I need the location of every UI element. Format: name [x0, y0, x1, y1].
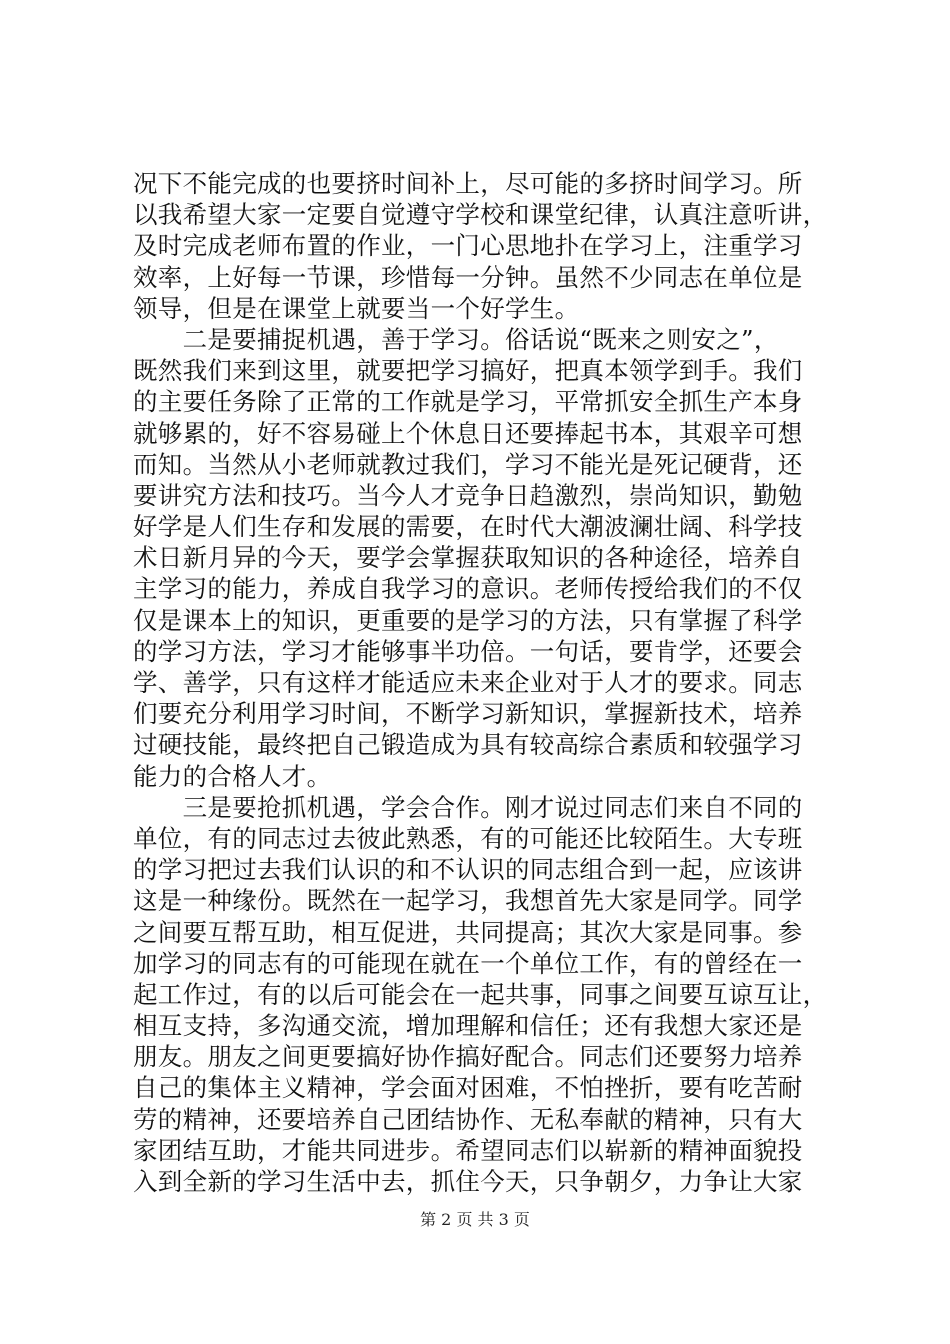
- text-line: 劳的精神，还要培养自己团结协作、无私奉献的精神，只有大: [133, 1104, 803, 1134]
- text-line: 的学习把过去我们认识的和不认识的同志组合到一起，应该讲: [133, 855, 803, 885]
- text-line: 术日新月异的今天，要学会掌握获取知识的各种途径，培养自: [133, 543, 803, 573]
- text-line: 单位，有的同志过去彼此熟悉，有的可能还比较陌生。大专班: [133, 823, 803, 853]
- text-line: 自己的集体主义精神，学会面对困难，不怕挫折，要有吃苦耐: [133, 1073, 803, 1103]
- text-line: 起工作过，有的以后可能会在一起共事，同事之间要互谅互让，: [133, 979, 828, 1009]
- text-line: 的学习方法，学习才能够事半功倍。一句话，要肯学，还要会: [133, 636, 803, 666]
- text-line: 好学是人们生存和发展的需要，在时代大潮波澜壮阔、科学技: [133, 512, 803, 542]
- text-line: 相互支持，多沟通交流，增加理解和信任；还有我想大家还是: [133, 1011, 803, 1041]
- text-line: 能力的合格人才。: [133, 761, 332, 791]
- document-body: [133, 168, 833, 1197]
- text-line: 既然我们来到这里，就要把学习搞好，把真本领学到手。我们: [133, 356, 803, 386]
- text-line: 的主要任务除了正常的工作就是学习，平常抓安全抓生产本身: [133, 387, 803, 417]
- page-number-footer: 第 2 页 共 3 页: [420, 1210, 530, 1229]
- text-line: 二是要捕捉机遇，善于学习。俗话说“既来之则安之”，: [133, 324, 779, 354]
- text-line: 仅是课本上的知识，更重要的是学习的方法，只有掌握了科学: [133, 605, 803, 635]
- text-line: 加学习的同志有的可能现在就在一个单位工作，有的曾经在一: [133, 948, 803, 978]
- text-line: 朋友。朋友之间更要搞好协作搞好配合。同志们还要努力培养: [133, 1042, 803, 1072]
- text-line: 而知。当然从小老师就教过我们，学习不能光是死记硬背，还: [133, 449, 803, 479]
- text-line: 况下不能完成的也要挤时间补上，尽可能的多挤时间学习。所: [133, 169, 803, 198]
- text-line: 以我希望大家一定要自觉遵守学校和课堂纪律，认真注意听讲，: [133, 200, 828, 230]
- text-line: 三是要抢抓机遇，学会合作。刚才说过同志们来自不同的: [133, 792, 803, 822]
- text-line: 过硬技能，最终把自己锻造成为具有较高综合素质和较强学习: [133, 730, 803, 760]
- text-line: 学、善学，只有这样才能适应未来企业对于人才的要求。同志: [133, 668, 803, 697]
- text-line: 及时完成老师布置的作业，一门心思地扑在学习上，注重学习: [133, 231, 803, 261]
- text-line: 入到全新的学习生活中去，抓住今天，只争朝夕，力争让大家: [133, 1167, 803, 1196]
- text-line: 领导，但是在课堂上就要当一个好学生。: [133, 293, 580, 323]
- text-line: 要讲究方法和技巧。当今人才竞争日趋激烈，崇尚知识，勤勉: [133, 480, 803, 510]
- text-line: 这是一种缘份。既然在一起学习，我想首先大家是同学。同学: [133, 886, 803, 916]
- text-line: 之间要互帮互助，相互促进，共同提高；其次大家是同事。参: [133, 917, 803, 947]
- text-line: 就够累的，好不容易碰上个休息日还要捧起书本，其艰辛可想: [133, 418, 803, 448]
- text-line: 家团结互助，才能共同进步。希望同志们以崭新的精神面貌投: [133, 1135, 803, 1165]
- text-line: 们要充分利用学习时间，不断学习新知识，掌握新技术，培养: [133, 699, 803, 729]
- text-line: 主学习的能力，养成自我学习的意识。老师传授给我们的不仅: [133, 574, 803, 604]
- text-line: 效率，上好每一节课，珍惜每一分钟。虽然不少同志在单位是: [133, 262, 803, 292]
